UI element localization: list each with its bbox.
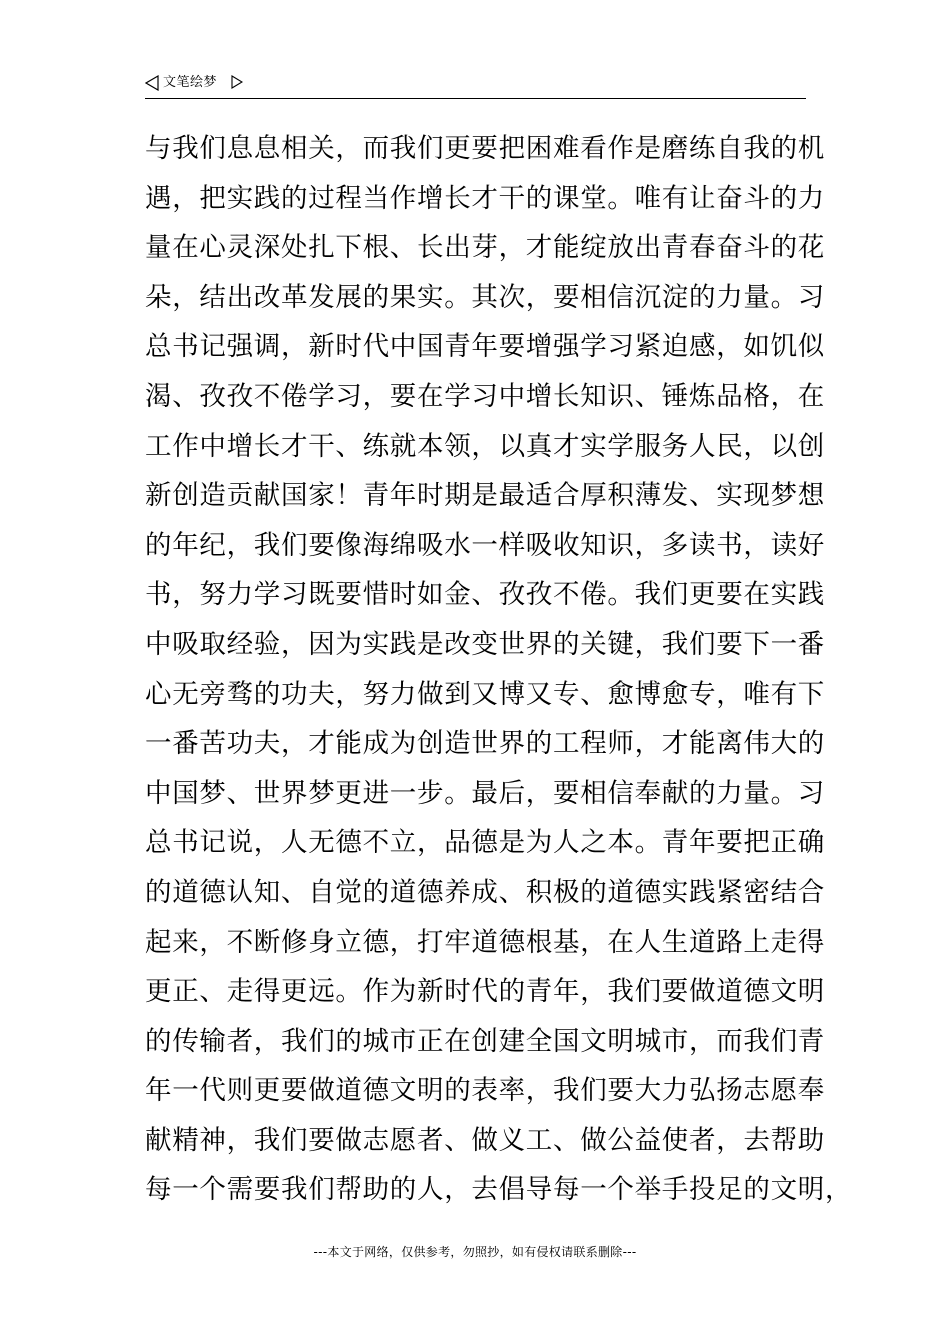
header-title: 文笔绘梦 — [163, 75, 218, 90]
text-line: 更正、走得更远。作为新时代的青年，我们要做道德文明 — [145, 976, 825, 1008]
header-right-mark — [231, 75, 243, 94]
text-line: 一番苦功夫，才能成为创造世界的工程师，才能离伟大的 — [145, 728, 825, 760]
page-header — [145, 72, 806, 99]
text-line: 的年纪，我们要像海绵吸水一样吸收知识，多读书，读好 — [145, 529, 825, 561]
text-line: 年一代则更要做道德文明的表率，我们要大力弘扬志愿奉 — [145, 1075, 825, 1107]
text-line: 的传输者，我们的城市正在创建全国文明城市，而我们青 — [145, 1025, 825, 1057]
body-text — [145, 124, 853, 1215]
text-line: 心无旁骛的功夫，努力做到又博又专、愈博愈专，唯有下 — [145, 678, 825, 710]
header-brand — [145, 75, 217, 91]
text-line: 中国梦、世界梦更进一步。最后，要相信奉献的力量。习 — [145, 777, 825, 809]
text-line: 工作中增长才干、练就本领，以真才实学服务人民，以创 — [145, 430, 825, 462]
text-line: 遇，把实践的过程当作增长才干的课堂。唯有让奋斗的力 — [145, 182, 825, 214]
text-line: 每一个需要我们帮助的人，去倡导每一个举手投足的文明， — [145, 1174, 853, 1206]
text-line: 渴、孜孜不倦学习，要在学习中增长知识、锤炼品格，在 — [145, 380, 825, 412]
text-line: 与我们息息相关，而我们更要把困难看作是磨练自我的机 — [145, 133, 825, 164]
text-line: 新创造贡献国家！青年时期是最适合厚积薄发、实现梦想 — [145, 480, 825, 512]
text-line: 量在心灵深处扎下根、长出芽，才能绽放出青春奋斗的花 — [145, 232, 825, 264]
text-line: 的道德认知、自觉的道德养成、积极的道德实践紧密结合 — [145, 876, 825, 908]
triangle-left-icon — [145, 75, 159, 91]
page-footer-disclaimer: ---本文于网络，仅供参考，勿照抄，如有侵权请联系删除--- — [313, 1245, 637, 1259]
text-line: 书，努力学习既要惜时如金、孜孜不倦。我们更要在实践 — [145, 579, 825, 611]
text-line: 总书记强调，新时代中国青年要增强学习紧迫感，如饥似 — [145, 331, 825, 363]
text-line: 总书记说，人无德不立，品德是为人之本。青年要把正确 — [145, 827, 825, 859]
text-line: 中吸取经验，因为实践是改变世界的关键，我们要下一番 — [145, 628, 825, 660]
text-line: 献精神，我们要做志愿者、做义工、做公益使者，去帮助 — [145, 1124, 825, 1156]
text-line: 朵，结出改革发展的果实。其次，要相信沉淀的力量。习 — [145, 281, 825, 313]
text-line: 起来，不断修身立德，打牢道德根基，在人生道路上走得 — [145, 926, 825, 958]
triangle-right-icon — [231, 75, 243, 89]
